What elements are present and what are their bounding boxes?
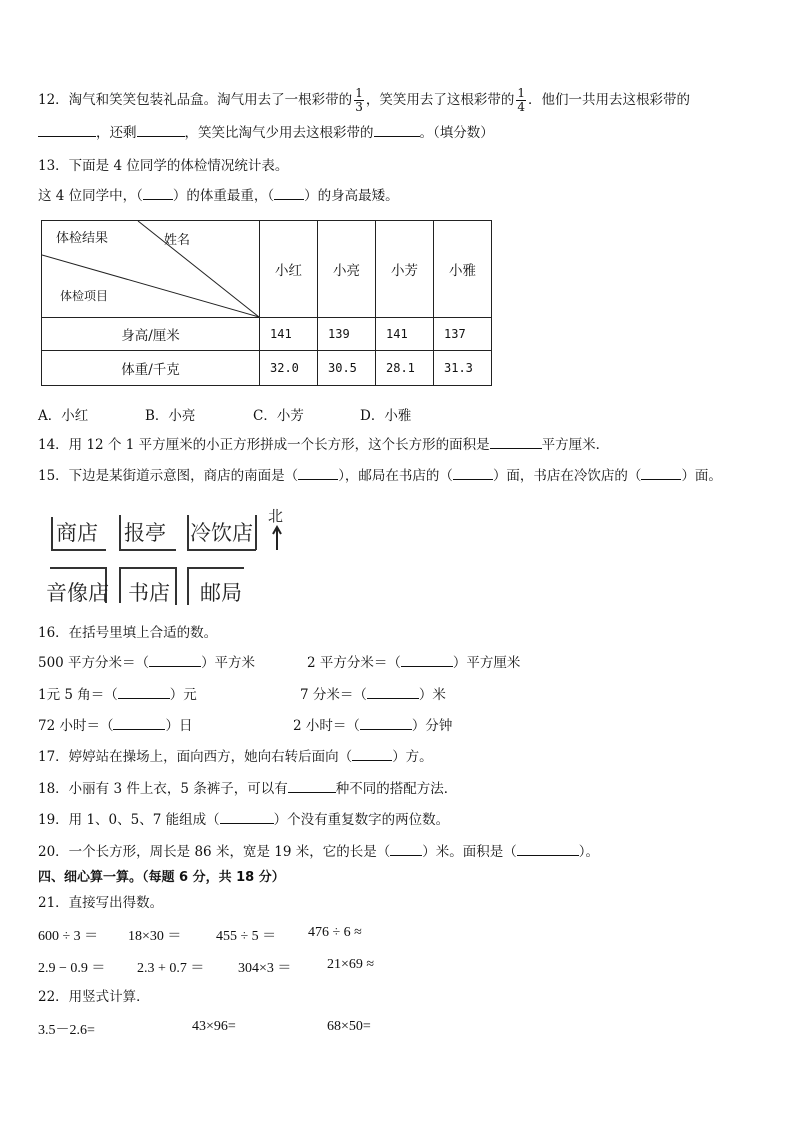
q19-text: ）个没有重复数字的两位数。 [273, 812, 450, 828]
q20-text: ）米。面积是（ [422, 844, 517, 860]
calc-item: 455 ÷ 5 ＝ [216, 929, 277, 944]
answer-blank[interactable] [517, 843, 579, 856]
fraction-one-quarter: $\frac{1}{4}$ [517, 86, 525, 114]
answer-blank[interactable] [401, 654, 453, 667]
table-cell: 31.3 [434, 351, 492, 386]
q13-text: 这 4 位同学中，（ [38, 188, 143, 204]
question-12-line1 [38, 87, 690, 114]
table-cell: 141 [260, 318, 318, 351]
map-post-office: 邮局 [200, 581, 242, 605]
question-13-title: 13．下面是 4 位同学的体检情况统计表。 [38, 158, 289, 174]
answer-blank[interactable] [288, 780, 336, 793]
q16-text: ）分钟 [411, 718, 453, 734]
table-cell: 28.1 [376, 351, 434, 386]
question-17 [38, 748, 433, 766]
question-16-title: 16．在括号里填上合适的数。 [38, 625, 218, 641]
answer-blank[interactable] [143, 187, 173, 200]
q16-item [307, 654, 520, 672]
q16-text: 500 平方分米＝（ [38, 655, 150, 671]
calc-item: 2.3 + 0.7 ＝ [137, 961, 205, 976]
q15-text: 15．下边是某街道示意图，商店的南面是（ [38, 468, 299, 484]
table-row [42, 318, 492, 351]
table-cell: 139 [318, 318, 376, 351]
calc-item: 43×96= [192, 1019, 236, 1034]
q16-text: ）平方厘米 [452, 655, 521, 671]
answer-blank[interactable] [360, 717, 412, 730]
q13-text: ）的身高最矮。 [304, 188, 399, 204]
calc-item: 476 ÷ 6 ≈ [308, 925, 362, 940]
calc-item: 304×3 ＝ [238, 961, 292, 976]
calc-item: 68×50= [327, 1019, 371, 1034]
answer-blank[interactable] [38, 124, 96, 137]
q15-text: ）面。 [681, 468, 722, 484]
street-map [44, 505, 304, 617]
option-c[interactable]: C．小芳 [253, 408, 304, 424]
q16-text: 7 分米＝（ [300, 687, 367, 703]
q12-text: 。（填分数） [419, 125, 494, 141]
q14-text: 14．用 12 个 1 平方厘米的小正方形拼成一个长方形，这个长方形的面积是 [38, 437, 490, 453]
answer-blank[interactable] [352, 748, 392, 761]
option-a[interactable]: A．小红 [38, 408, 89, 424]
q16-item [38, 686, 197, 704]
answer-blank[interactable] [390, 843, 422, 856]
row-label: 身高/厘米 [42, 318, 260, 351]
q13-text: ）的体重最重，（ [172, 188, 275, 204]
fraction-one-third: $\frac{1}{3}$ [355, 86, 363, 114]
question-14 [38, 436, 609, 454]
q17-text: ）方。 [392, 749, 433, 765]
answer-blank[interactable] [374, 124, 420, 137]
q16-text: 2 小时＝（ [293, 718, 360, 734]
student-name: 小亮 [318, 221, 376, 318]
answer-blank[interactable] [367, 686, 419, 699]
calc-item: 18×30 ＝ [128, 929, 182, 944]
q16-text: 2 平方分米＝（ [307, 655, 401, 671]
q17-text: 17．婷婷站在操场上，面向西方，她向右转后面向（ [38, 749, 353, 765]
answer-blank[interactable] [453, 467, 493, 480]
table-cell: 137 [434, 318, 492, 351]
question-15 [38, 467, 722, 485]
row-label: 体重/千克 [42, 351, 260, 386]
answer-blank[interactable] [298, 467, 338, 480]
header-item-label: 体检项目 [60, 289, 109, 303]
student-name: 小红 [260, 221, 318, 318]
question-13-prompt [38, 187, 399, 205]
question-22-title: 22．用竖式计算． [38, 989, 150, 1005]
option-b[interactable]: B．小亮 [145, 408, 196, 424]
question-20 [38, 843, 599, 861]
q16-item [293, 717, 452, 735]
q16-text: ）元 [169, 687, 197, 703]
table-header-diagonal-cell [42, 221, 260, 318]
q18-text: 18．小丽有 3 件上衣，5 条裤子，可以有 [38, 781, 288, 797]
answer-blank[interactable] [149, 654, 201, 667]
table-cell: 30.5 [318, 351, 376, 386]
table-cell: 141 [376, 318, 434, 351]
answer-blank[interactable] [274, 187, 304, 200]
header-results-label: 体检结果 [56, 231, 109, 246]
calc-item: 600 ÷ 3 ＝ [38, 929, 99, 944]
answer-blank[interactable] [137, 124, 185, 137]
answer-blank[interactable] [118, 686, 170, 699]
q16-item [38, 717, 192, 735]
student-name: 小雅 [434, 221, 492, 318]
question-18 [38, 780, 457, 798]
calc-item: 2.9 − 0.9 ＝ [38, 961, 106, 976]
q15-text: ），邮局在书店的（ [338, 468, 453, 484]
answer-blank[interactable] [641, 467, 681, 480]
map-bookstore: 书店 [128, 581, 170, 605]
table-cell: 32.0 [260, 351, 318, 386]
header-name-label: 姓名 [164, 233, 191, 248]
question-21-title: 21．直接写出得数。 [38, 895, 164, 911]
q16-text: ）日 [165, 718, 193, 734]
q15-text: ）面，书店在冷饮店的（ [492, 468, 642, 484]
answer-blank[interactable] [220, 811, 274, 824]
map-cold-drink-shop: 冷饮店 [190, 521, 253, 545]
answer-blank[interactable] [490, 436, 542, 449]
q12-text-part3: ．他们一共用去这根彩带的 [527, 92, 690, 108]
q18-text: 种不同的搭配方法． [335, 781, 458, 797]
map-shop: 商店 [56, 521, 98, 545]
q12-text: ，笑笑比淘气少用去这根彩带的 [184, 125, 374, 141]
q20-text: ）。 [578, 844, 599, 860]
north-label: 北 [268, 507, 284, 525]
student-name: 小芳 [376, 221, 434, 318]
q16-text: ）米 [418, 687, 446, 703]
map-newsstand: 报亭 [124, 521, 166, 545]
q16-item [38, 654, 255, 672]
map-music-store: 音像店 [46, 581, 109, 605]
question-19 [38, 811, 449, 829]
q16-text: ）平方米 [201, 655, 256, 671]
q16-text: 1元 5 角＝（ [38, 687, 118, 703]
q12-text-part2: ，笑笑用去了这根彩带的 [365, 92, 515, 108]
q20-text: 20．一个长方形，周长是 86 米，宽是 19 米，它的长是（ [38, 844, 391, 860]
question-12-line2 [38, 124, 494, 142]
q12-text-part1: 12．淘气和笑笑包装礼品盒。淘气用去了一根彩带的 [38, 92, 353, 108]
q12-text: ，还剩 [96, 125, 137, 141]
q16-item [300, 686, 446, 704]
q14-text: 平方厘米． [541, 437, 610, 453]
calc-item: 21×69 ≈ [327, 957, 375, 972]
q16-text: 72 小时＝（ [38, 718, 114, 734]
option-d[interactable]: D．小雅 [360, 408, 412, 424]
q19-text: 19．用 1、0、5、7 能组成（ [38, 812, 220, 828]
section-heading: 四、细心算一算。（每题 6 分，共 18 分） [38, 870, 285, 885]
calc-item: 3.5－2.6= [38, 1023, 95, 1038]
table-row [42, 351, 492, 386]
answer-blank[interactable] [113, 717, 165, 730]
health-check-table [41, 220, 492, 386]
